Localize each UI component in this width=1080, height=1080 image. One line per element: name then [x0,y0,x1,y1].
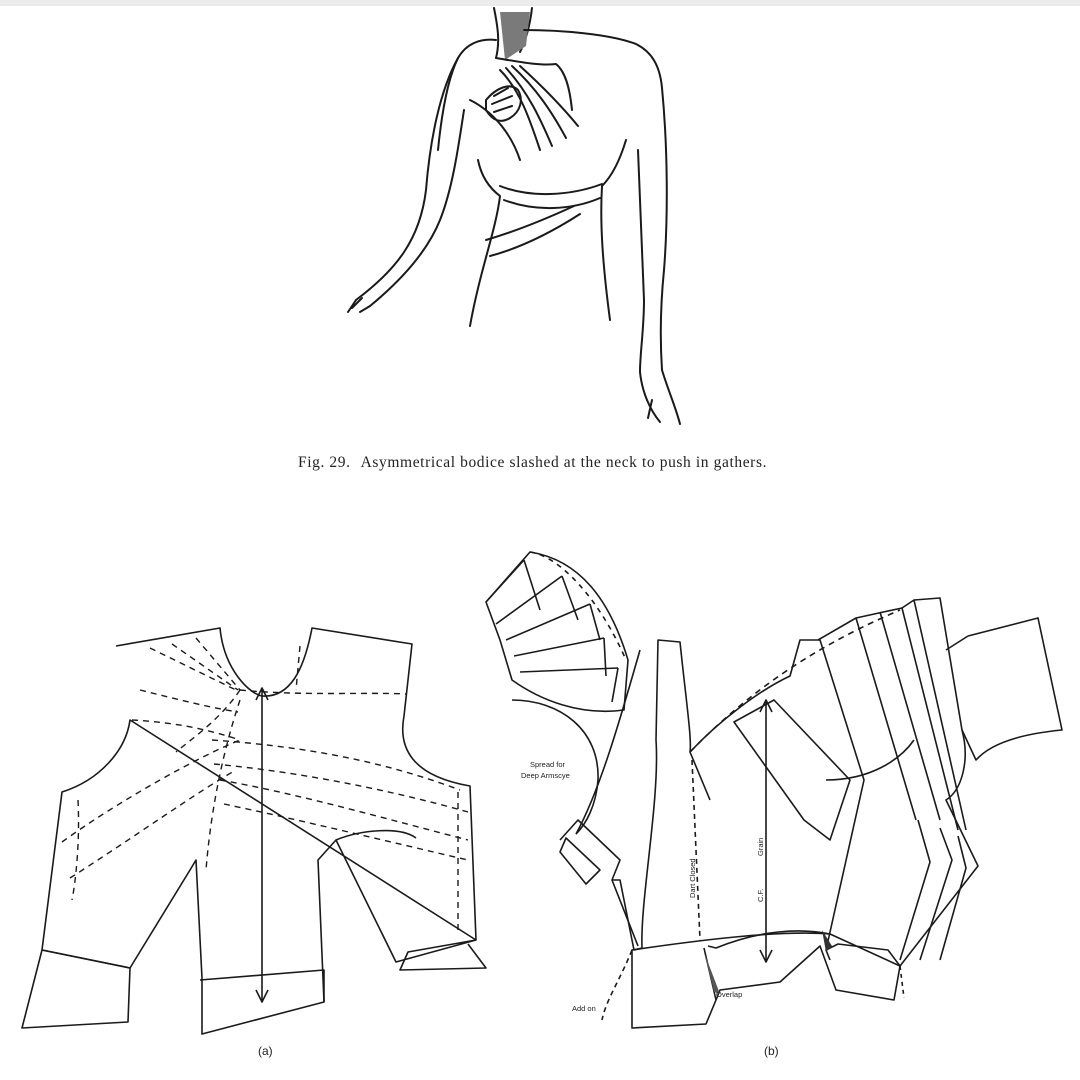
annotation-spread-for: Spread for [530,760,566,769]
pattern-b-far-right-piece [962,618,1062,760]
pattern-b-sleeve-fan [486,552,628,711]
annotation-add-on: Add on [572,1004,596,1013]
figure-number: Fig. 29. [298,454,351,471]
panel-b-label: (b) [764,1044,779,1058]
annotation-deep-armscye: Deep Armscye [521,771,570,780]
figure-caption-text: Asymmetrical bodice slashed at the neck to push in gathers. [360,454,768,471]
pattern-b-dashed-curve [690,610,900,752]
panel-a-label: (a) [258,1044,273,1058]
annotation-cf: C.F. [756,888,765,902]
pattern-b-add-on [602,950,632,1020]
annotation-dart-closed: Dart Closed [688,858,697,898]
pattern-b-dart-line [692,760,700,940]
pattern-b-left-panel [560,640,710,950]
annotation-grain: Grain [756,837,765,856]
pattern-b-center-piece [690,640,864,960]
annotation-overlap: Overlap [716,990,743,999]
